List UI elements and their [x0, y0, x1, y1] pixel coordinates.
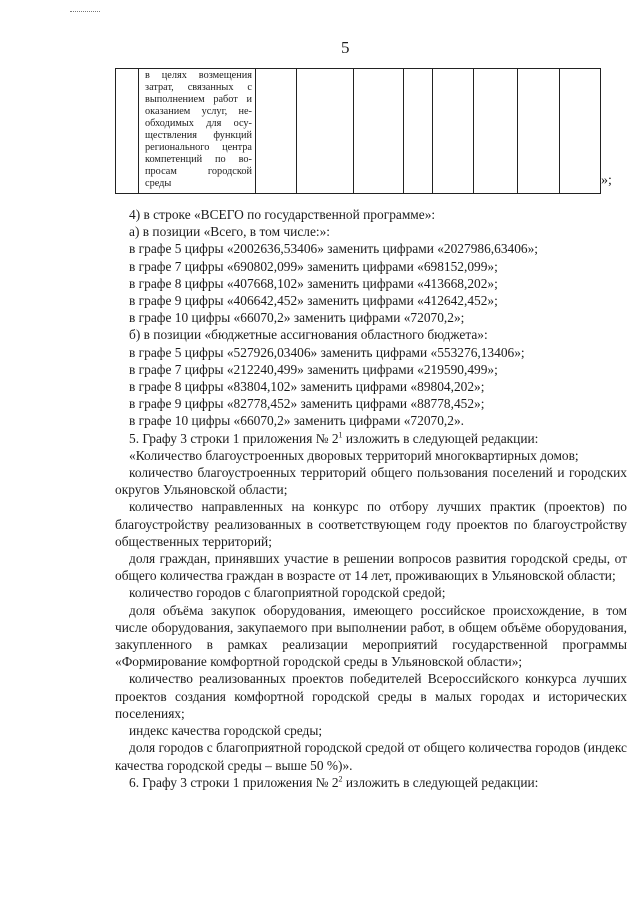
paragraph: [115, 739, 627, 773]
paragraph-text: 5. Графу 3 строки 1 приложения № 2: [129, 430, 339, 446]
paragraph-text: б) в позиции «бюджетные ассигнования областного бюджета»:: [129, 327, 488, 343]
paragraph: [115, 378, 627, 395]
table-cell: [433, 69, 474, 194]
paragraph: [115, 550, 627, 584]
paragraph: [115, 584, 627, 601]
paragraph-text: количество реализованных проектов победителей Всероссийского конкурса лучших проектов создания комфортной городской среды в малых городах и исторических поселениях;: [115, 671, 627, 721]
paragraph: [115, 498, 627, 550]
paragraph-text: доля граждан, принявших участие в решении вопросов развития городской среды, от общего количества граждан в возрасте от 14 лет, проживающих в Ульяновской области;: [115, 551, 627, 584]
paragraph-text: в графе 8 цифры «407668,102» заменить цифрами «413668,202»;: [129, 275, 498, 291]
paragraph: [115, 344, 627, 361]
paragraph: [115, 430, 627, 447]
paragraph-text: «Количество благоустроенных дворовых территорий многоквартирных домов;: [129, 447, 579, 463]
purpose-text: в целях возмещения затрат, связанных с выполнением работ и оказанием услуг, не-обходимых для осу-ществления функций регионального центра компетенций по во-просам городской среды: [145, 70, 252, 189]
paragraph-text: индекс качества городской среды;: [129, 723, 323, 739]
paragraph: [115, 602, 627, 671]
paragraph-text: в графе 7 цифры «690802,099» заменить цифрами «698152,099»;: [129, 258, 498, 274]
paragraph: [115, 395, 627, 412]
table-cell: [404, 69, 433, 194]
paragraph-text: в графе 10 цифры «66070,2» заменить цифрами «72070,2».: [129, 413, 464, 429]
paragraph: [115, 275, 627, 292]
scan-mark: [70, 11, 100, 12]
paragraph: [115, 292, 627, 309]
paragraph-text: в графе 8 цифры «83804,102» заменить цифрами «89804,202»;: [129, 379, 485, 395]
table-cell: [116, 69, 139, 194]
table-cell: [256, 69, 297, 194]
page-number: 5: [341, 38, 350, 57]
paragraph-text: доля городов с благоприятной городской средой от общего количества городов (индекс качества городской среды – выше 50 %)».: [115, 740, 627, 773]
paragraph-text: количество направленных на конкурс по отбору лучших практик (проектов) по благоустройству реализованных в соответствующем году проектов по благоустройству общественных территорий;: [115, 499, 627, 549]
paragraph: [115, 361, 627, 378]
paragraph-tail: изложить в следующей редакции:: [342, 774, 539, 790]
paragraph-text: в графе 7 цифры «212240,499» заменить цифрами «219590,499»;: [129, 361, 498, 377]
paragraph: [115, 464, 627, 498]
paragraph-text: 6. Графу 3 строки 1 приложения № 2: [129, 774, 339, 790]
paragraph: [115, 223, 627, 240]
table-cell-purpose: [139, 69, 256, 194]
paragraph: [115, 774, 627, 791]
paragraph-text: в графе 9 цифры «406642,452» заменить цифрами «412642,452»;: [129, 293, 498, 309]
paragraph: [115, 240, 627, 257]
paragraph: [115, 309, 627, 326]
paragraph-text: в графе 10 цифры «66070,2» заменить цифрами «72070,2»;: [129, 310, 465, 326]
paragraph-text: в графе 5 цифры «2002636,53406» заменить цифрами «2027986,63406»;: [129, 241, 539, 257]
paragraph-text: доля объёма закупок оборудования, имеющего российское происхождение, в том числе оборудования, закупаемого при выполнении работ, в общем объёме оборудования, закупленного в рамках реализации мероприятий государственной программы «Формирование комфортной городской среды в Ульяновской области»;: [115, 602, 627, 670]
paragraph-text: в графе 9 цифры «82778,452» заменить цифрами «88778,452»;: [129, 396, 485, 412]
table-cell: [297, 69, 354, 194]
paragraph-text: количество благоустроенных территорий общего пользования поселений и городских округов Ульяновской области;: [115, 465, 627, 498]
paragraph: [115, 670, 627, 722]
document-body: [115, 206, 627, 791]
paragraph-text: 4) в строке «ВСЕГО по государственной программе»:: [129, 207, 436, 222]
paragraph-tail: изложить в следующей редакции:: [342, 430, 539, 446]
table-cell: [474, 69, 518, 194]
paragraph: [115, 722, 627, 739]
paragraph: [115, 206, 627, 223]
paragraph: [115, 447, 627, 464]
paragraph: [115, 258, 627, 275]
paragraph-text: в графе 5 цифры «527926,03406» заменить цифрами «553276,13406»;: [129, 344, 525, 360]
paragraph: [115, 326, 627, 343]
paragraph-text: количество городов с благоприятной городской средой;: [129, 585, 446, 601]
superscript: 1: [338, 430, 343, 440]
table-cell: [560, 69, 601, 194]
superscript: 2: [338, 774, 343, 784]
paragraph-text: а) в позиции «Всего, в том числе:»:: [129, 224, 331, 240]
table-row: [116, 69, 601, 194]
paragraph: [115, 412, 627, 429]
budget-table: [115, 68, 601, 194]
table-cell: [518, 69, 560, 194]
table-closing-quote: »;: [601, 173, 612, 188]
table-cell: [354, 69, 404, 194]
